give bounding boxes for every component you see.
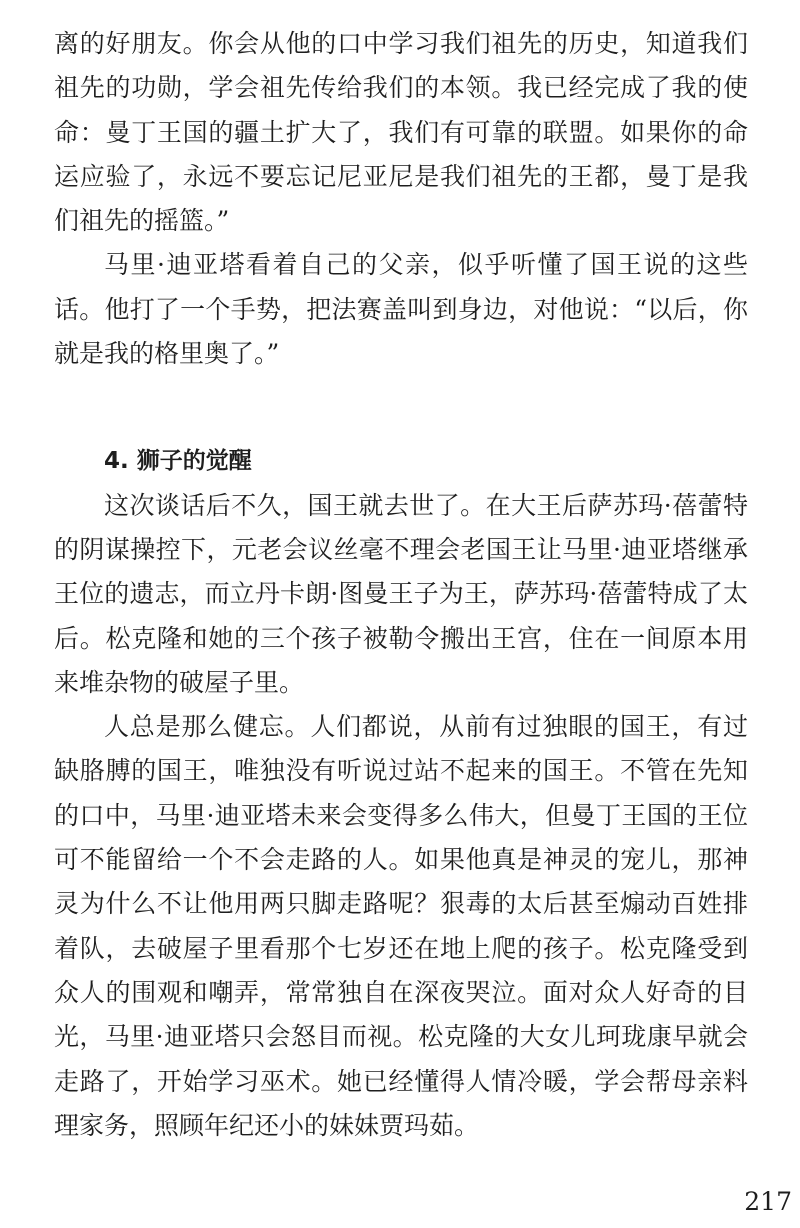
page-body xyxy=(54,22,748,1148)
page-number: 217 xyxy=(744,1187,792,1216)
paragraph-3: 这次谈话后不久，国王就去世了。在大王后萨苏玛·蓓蕾特的阴谋操控下，元老会议丝毫不理会老国王让马里·迪亚塔继承王位的遗志，而立丹卡朗·图曼王子为王，萨苏玛·蓓蕾特成了太后。松克隆和她的三个孩子被勒令搬出王宫，住在一间原本用来堆杂物的破屋子里。 xyxy=(54,490,748,697)
paragraph-2: 马里·迪亚塔看着自己的父亲，似乎听懂了国王说的这些话。他打了一个手势，把法赛盖叫到身边，对他说：“以后，你就是我的格里奥了。” xyxy=(54,250,748,369)
paragraph-1: 离的好朋友。你会从他的口中学习我们祖先的历史，知道我们祖先的功勋，学会祖先传给我们的本领。我已经完成了我的使命：曼丁王国的疆土扩大了，我们有可靠的联盟。如果你的命运应验了，永远不要忘记尼亚尼是我们祖先的王都，曼丁是我们祖先的摇篮。” xyxy=(54,29,748,236)
paragraph-4: 人总是那么健忘。人们都说，从前有过独眼的国王，有过缺胳膊的国王，唯独没有听说过站不起来的国王。不管在先知的口中，马里·迪亚塔未来会变得多么伟大，但曼丁王国的王位可不能留给一个不会走路的人。如果他真是神灵的宠儿，那神灵为什么不让他用两只脚走路呢？狠毒的太后甚至煽动百姓排着队，去破屋子里看那个七岁还在地上爬的孩子。松克隆受到众人的围观和嘲弄，常常独自在深夜哭泣。面对众人好奇的目光，马里·迪亚塔只会怒目而视。松克隆的大女儿珂珑康早就会走路了，开始学习巫术。她已经懂得人情冷暖，学会帮母亲料理家务，照顾年纪还小的妹妹贾玛茹。 xyxy=(54,712,748,1140)
section-heading: 4. 狮子的觉醒 xyxy=(104,448,252,475)
